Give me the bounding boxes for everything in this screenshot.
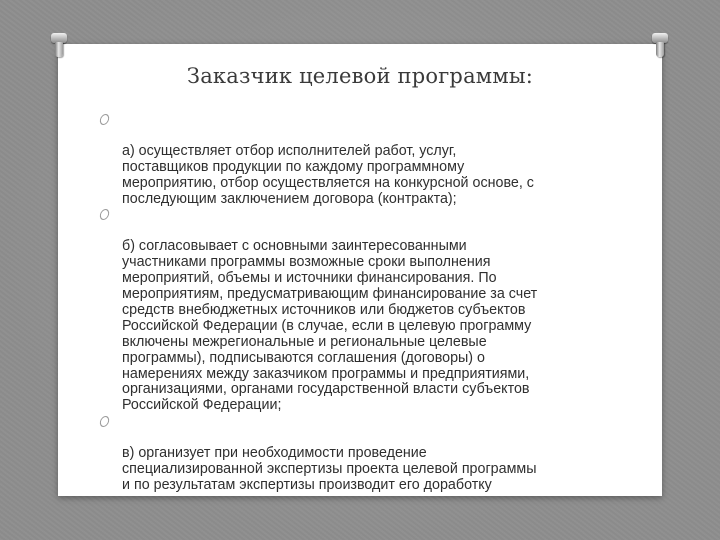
circle-bullet-icon <box>99 114 110 125</box>
list-item <box>100 414 630 494</box>
pushpin-stem <box>55 42 63 57</box>
bullet-list <box>100 112 630 494</box>
slide-title: Заказчик целевой программы: <box>186 64 534 88</box>
list-item <box>100 112 630 207</box>
pushpin-icon <box>652 33 668 59</box>
list-item-text: б) согласовывает с основными заинтересованными участниками программы возможные сроки выполнения мероприятий, объемы и источники финансирования. По мероприятиям, предусматривающим финансирование за счет средств внебюджетных источников или бюджетов субъектов Российской Федерации (в случае, если в целевую программу включены межрегиональные и региональные целевые программы), подписываются соглашения (договоры) о намерениях между заказчиком программы и предприятиями, организациями, органами государственной власти субъектов Российской Федерации; <box>122 238 538 414</box>
circle-bullet-icon <box>99 209 110 220</box>
list-item-text: а) осуществляет отбор исполнителей работ, услуг, поставщиков продукции по каждому программному мероприятию, отбор осуществляется на конкурсной основе, с последующим заключением договора (контракта); <box>122 142 534 207</box>
list-item-text: в) организует при необходимости проведение специализированной экспертизы проекта целевой программы и по результатам экспертизы производит его доработку <box>122 445 537 493</box>
list-item <box>100 207 630 414</box>
circle-bullet-icon <box>99 416 110 427</box>
pushpin-stem <box>656 42 664 57</box>
pushpin-icon <box>51 33 67 59</box>
